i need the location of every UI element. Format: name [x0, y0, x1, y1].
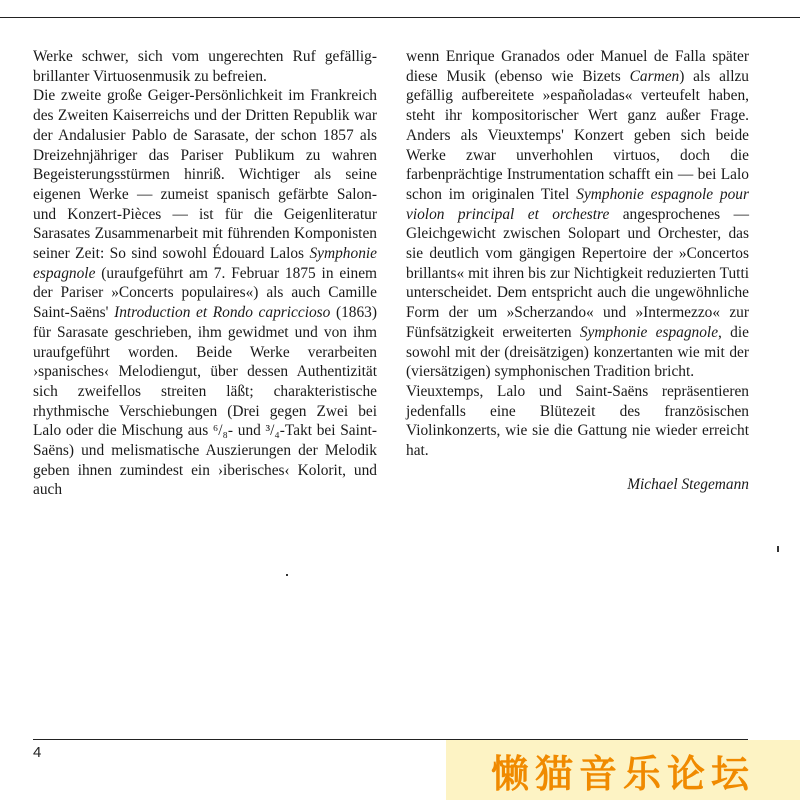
left-column [33, 47, 377, 500]
left-paragraph-1 [33, 47, 377, 86]
text-run: , die sowohl mit der (dreisätzigen) konzertanten wie mit der (viersätzigen) symphonischen Tradition bricht. [406, 323, 749, 381]
text-run: (uraufgeführt am 7. Februar 1875 in einem der Pariser »Concerts populaires«) als auch Camille Saint-Saëns' [33, 264, 377, 322]
text-run: Vieuxtemps, Lalo und Saint-Saëns repräsentieren jedenfalls eine Blütezeit des französischen Violinkonzerts, wie sie die Gattung nie wieder erreicht hat. [406, 382, 749, 460]
page-number: 4 [33, 744, 42, 761]
left-paragraph-2 [33, 86, 377, 500]
right-column [406, 47, 749, 494]
work-title: Symphonie espagnole [579, 323, 719, 341]
right-paragraph-2 [406, 382, 749, 461]
text-run: angesprochenes — Gleichgewicht zwischen Solopart und Orchester, das sie deutlich vom gängigen Repertoire der »Concertos brillants« mit ihren bis zur Nichtigkeit reduzierten Tutti unterscheidet. Dem entspricht auch die ungewöhnliche Form der um »Scherzando« und »Intermezzo« zur Fünfsätzigkeit erweiterten [406, 205, 749, 341]
work-title: Introduction et Rondo capriccioso [114, 304, 331, 322]
watermark-logo: 懒猫音乐论坛 [446, 740, 800, 800]
author-signature: Michael Stegemann [627, 475, 749, 493]
scan-speck [286, 574, 288, 576]
work-title: Symphonie espagnole pour violon principal et orchestre [406, 185, 749, 223]
scan-speck [777, 546, 779, 552]
text-run: (1863) für Sarasate geschrieben, ihm gewidmet und von ihm uraufgeführt worden. Beide Werke verarbeiten ›spanisches‹ Melodiengut, über dessen Authentizität sich zweifellos streiten läßt; charakteristische rhythmische Verschiebungen (Drei gegen Zwei bei Lalo oder die Mischung aus ⁶/₈- und ³/₄-Takt bei Saint-Saëns) und melismatische Auszierungen der Melodik geben ihnen zumindest ein ›iberisches‹ Kolorit, und auch [33, 304, 377, 499]
work-title: Carmen [629, 67, 680, 85]
work-title: Symphonie espagnole [33, 245, 377, 282]
text-run: Werke schwer, sich vom ungerechten Ruf gefällig-brillanter Virtuosenmusik zu befreien. [33, 48, 377, 85]
top-rule [0, 17, 800, 18]
right-paragraph-1 [406, 47, 749, 382]
text-run: wenn Enrique Granados oder Manuel de Falla später diese Musik (ebenso wie Bizets [406, 48, 749, 85]
text-run: Die zweite große Geiger-Persönlichkeit im Frankreich des Zweiten Kaiserreichs und der Dritten Republik war der Andalusier Pablo de Sarasate, der schon 1857 als Dreizehnjähriger das Pariser Publikum zu wahren Begeisterungsstürmen hinriß. Wichtiger als seine eigenen Werke — zumeist spanisch gefärbte Salon- und Konzert-Pièces — ist für die Geigenliteratur Sarasates Zusammenarbeit mit führenden Komponisten seiner Zeit: So sind sowohl Édouard Lalos [33, 87, 377, 263]
text-run: ) als allzu gefällig aufbereitete »españoladas« verteufelt haben, steht ihr kompositorischer Wert ganz außer Frage. Anders als Vieuxtemps' Konzert geben sich beide Werke zwar unverhohlen virtuos, doch die farbenprächtige Instrumentation schafft ein — bei Lalo schon im originalen Titel [406, 67, 749, 203]
